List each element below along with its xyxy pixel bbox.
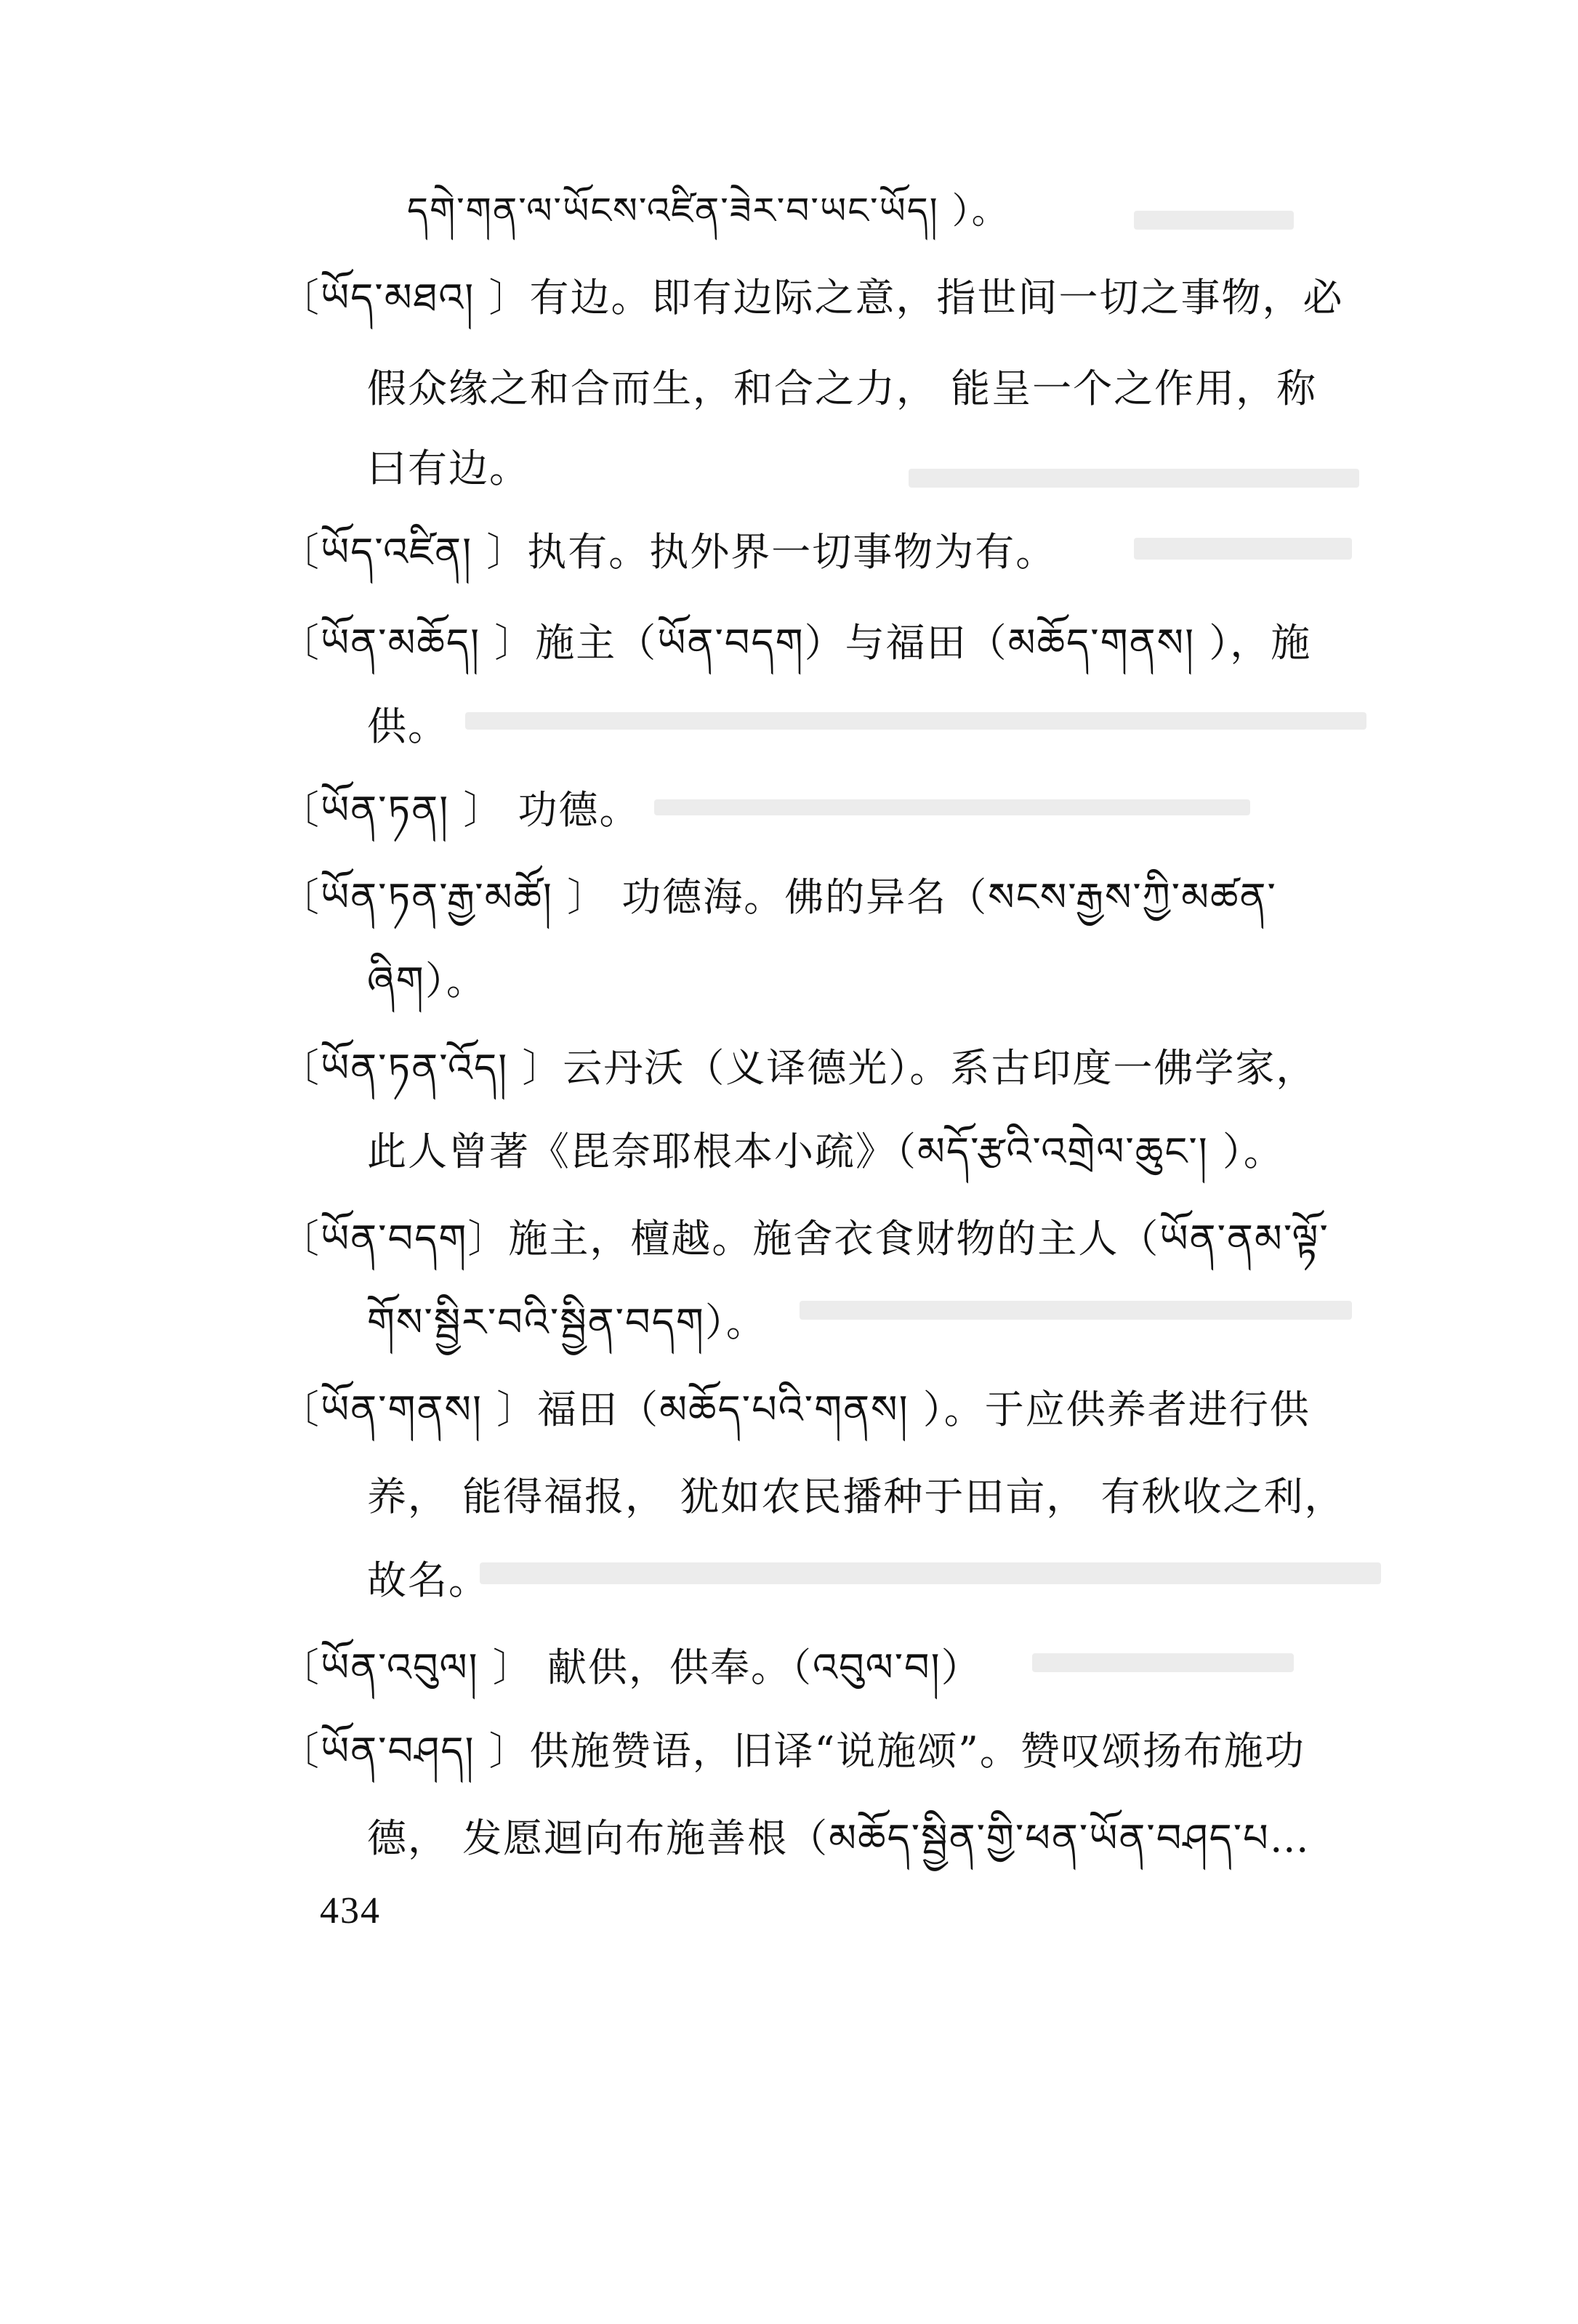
- entry-line: 养， 能得福报， 犹如农民播种于田亩， 有秋收之利，: [367, 1474, 1345, 1520]
- entry-line: 曰有边。: [367, 445, 530, 491]
- entry-line: 〔ཡོན་ཏན་རྒྱ་མཚོ། 〕 功德海。佛的异名（སངས་རྒྱས་ཀྱི་མཚན་: [280, 874, 1277, 920]
- entry-line: 此人曾著《毘奈耶根本小疏》（མདོ་རྩའི་འགྲེལ་ཆུང་། ）。: [367, 1129, 1284, 1174]
- entry-line: 故名。: [367, 1557, 489, 1603]
- entry-line: 供。: [367, 703, 448, 749]
- entry-line: 〔ཡོད་འཛིན། 〕执有。执外界一切事物为有。: [280, 529, 1057, 575]
- entry-continuation-line: དགེ་གན་ལ་ཡོངས་འཛིན་ཟེར་བ་ཡང་ཡོད། ）。: [407, 190, 1010, 232]
- entry-line: 〔ཡོན་བདག〕施主，檀越。施舍衣食财物的主人（ཡོན་ནམ་ལྟོ་: [280, 1216, 1329, 1262]
- entry-line: 假众缘之和合而生，和合之力， 能呈一个之作用，称: [367, 366, 1318, 411]
- entry-line: 〔ཡོན་མཆོད། 〕施主（ཡོན་བདག）与福田（མཆོད་གནས། ），施: [280, 620, 1312, 666]
- entry-line: 〔ཡོན་བཤད། 〕供施赞语，旧译“说施颂”。赞叹颂扬布施功: [280, 1728, 1305, 1774]
- entry-line: 〔ཡོན་ཏན། 〕 功德。: [280, 787, 640, 833]
- entry-line: ཞིག）。: [367, 958, 487, 1004]
- entry-line: 〔ཡོན་ཏན་འོད། 〕云丹沃（义译德光）。系古印度一佛学家，: [280, 1045, 1317, 1091]
- entry-line: 〔ཡོད་མཐའ། 〕有边。即有边际之意，指世间一切之事物，必: [280, 275, 1344, 320]
- entry-line: 〔ཡོན་གནས། 〕福田（མཆོད་པའི་གནས། ）。于应供养者进行供: [280, 1387, 1311, 1432]
- entry-line: གོས་སྦྱིར་བའི་སྦྱིན་བདག）。: [367, 1299, 767, 1345]
- page-number: 434: [320, 1890, 381, 1932]
- entry-line: 德， 发愿迴向布施善根（མཆོད་སྦྱིན་གྱི་ཕན་ཡོན་བཤད་པ…: [367, 1815, 1311, 1861]
- entry-line: 〔ཡོན་འབུལ། 〕 献供，供奉。（འབུལ་བ།）: [280, 1645, 982, 1690]
